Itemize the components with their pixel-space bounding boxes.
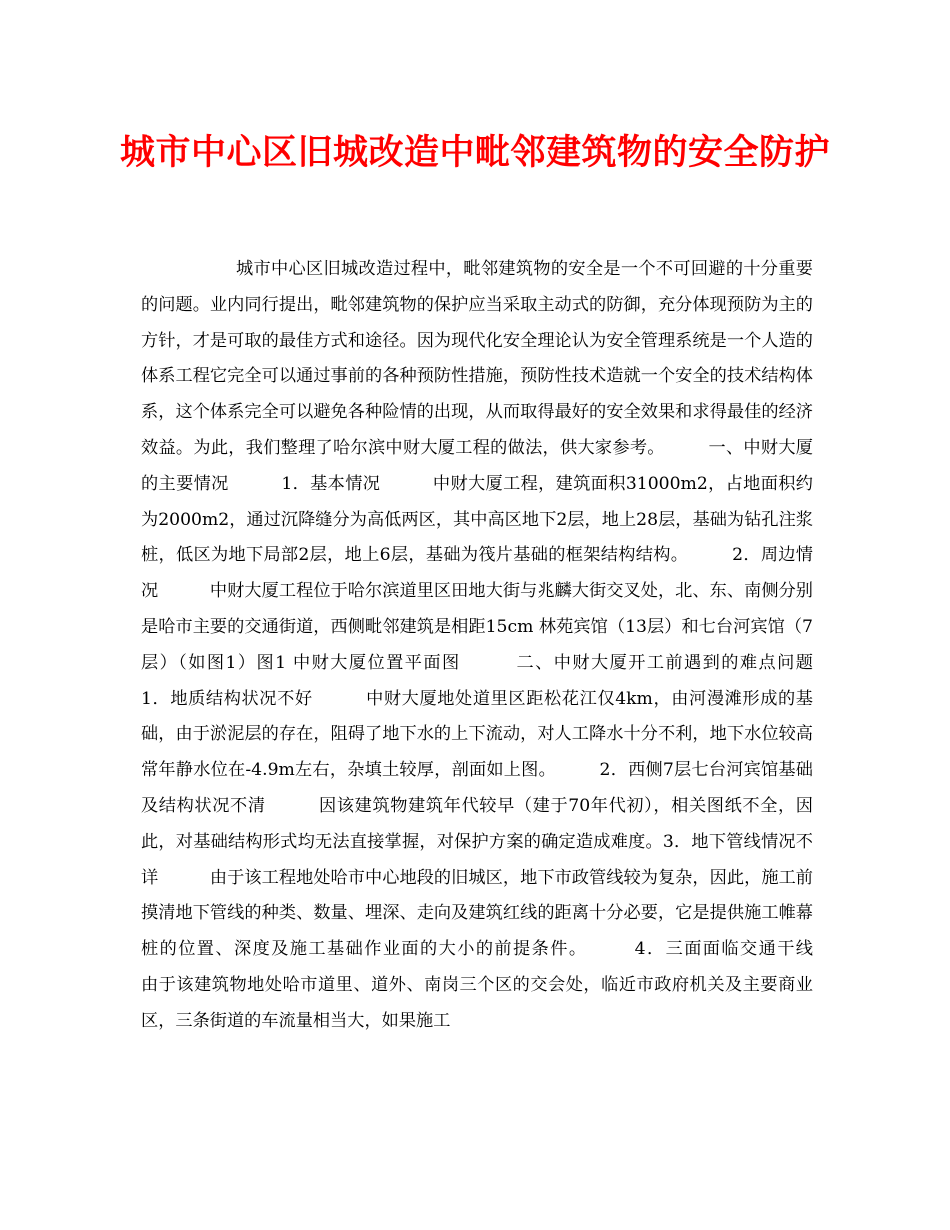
document-title: 城市中心区旧城改造中毗邻建筑物的安全防护 [119, 132, 830, 173]
document-body: 城市中心区旧城改造过程中，毗邻建筑物的安全是一个不可回避的十分重要的问题。业内同行提出，毗邻建筑物的保护应当采取主动式的防御，充分体现预防为主的方针，才是可取的最佳方式和途径。因为现代化安全理论认为安全管理系统是一个人造的体系工程它完全可以通过事前的各种预防性措施，预防性技术造就一个安全的技术结构体系，这个体系完全可以避免各种险情的出现，从而取得最好的安全效果和求得最佳的经济效益。为此，我们整理了哈尔滨中财大厦工程的做法，供大家参考。 一、中财大厦的主要情况 1．基本情况 中财大厦工程，建筑面积31000m2，占地面积约为2000m2，通过沉降缝分为高低两区，其中高区地下2层，地上28层，基础为钻孔注浆桩，低区为地下局部2层，地上6层，基础为筏片基础的框架结构结构。 2．周边情况 中财大厦工程位于哈尔滨道里区田地大街与兆麟大街交叉处，北、东、南侧分别是哈市主要的交通街道，西侧毗邻建筑是相距15cm 林苑宾馆（13层）和七台河宾馆（7层）（如图1）图1 中财大厦位置平面图 二、中财大厦开工前遇到的难点问题 1．地质结构状况不好 中财大厦地处道里区距松花江仅4km，由河漫滩形成的基础，由于淤泥层的存在，阻碍了地下水的上下流动，对人工降水十分不利，地下水位较高常年静水位在-4.9m左右，杂填土较厚，剖面如上图。 2．西侧7层七台河宾馆基础及结构状况不清 因该建筑物建筑年代较早（建于70年代初），相关图纸不全，因此，对基础结构形式均无法直接掌握，对保护方案的确定造成难度。3．地下管线情况不详 由于该工程地处哈市中心地段的旧城区，地下市政管线较为复杂，因此，施工前摸清地下管线的种类、数量、埋深、走向及建筑红线的距离十分必要，它是提供施工帷幕桩的位置、深度及施工基础作业面的大小的前提条件。 4．三面面临交通干线 由于该建筑物地处哈市道里、道外、南岗三个区的交会处，临近市政府机关及主要商业区，三条街道的车流量相当大，如果施工 [141, 259, 865, 1031]
